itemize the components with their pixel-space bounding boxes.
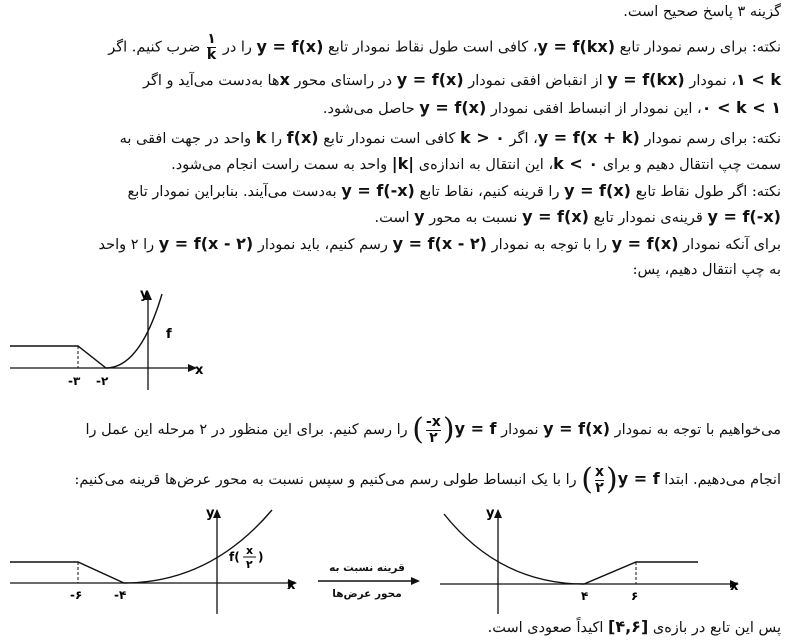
solution-line-4: انجام می‌دهیم. ابتدا y = f( $\frac{x}{۲}$ ) را با یک انبساط طولی رسم می‌کنیم و سپس نسبت به محور عرض‌ها قرینه می‌کنیم: (74, 462, 781, 497)
tick-label-neg4: -۴ (114, 588, 127, 602)
tick-label-neg6: -۶ (70, 588, 83, 602)
note-3-line-2: y = f(-x) قرینه‌ی نمودار تابع y = f(x) نسبت به محور y است. (374, 207, 781, 226)
curve-label-den: ۲ (246, 558, 253, 571)
note-3-line-1: نکته: اگر طول نقاط تابع y = f(x) را قرینه کنیم، نقاط تابع y = f(-x) به‌دست می‌آیند. بنابراین نمودار تابع (127, 181, 781, 200)
y-axis-label: y (206, 506, 215, 521)
arrow-line (312, 574, 422, 588)
tick-label-4: ۴ (581, 589, 589, 603)
neg-x-over-2-fraction: $\frac{-x}{۲}$ (426, 413, 441, 446)
note-1-line-3: ۰ < k < ۱، این نمودار از انبساط افقی نمودار y = f(x) حاصل می‌شود. (322, 98, 781, 117)
graph-f-x (10, 284, 210, 392)
f-curve (10, 294, 162, 368)
graph-f-neg-x-over-2 (434, 504, 754, 616)
x-axis-label: x (195, 363, 204, 378)
tick-label-6: ۶ (631, 589, 639, 603)
reflection-arrow (312, 562, 422, 600)
arrow-label-top: قرینه نسبت به (329, 562, 405, 574)
curve-label: f (166, 327, 172, 342)
note-2-line-1: نکته: برای رسم نمودار y = f(x + k)، اگر k > ۰ کافی است نمودار تابع f(x) را k واحد در جهت افقی به (119, 128, 781, 147)
graph-f-x-over-2 (10, 504, 300, 616)
curve-label-post: ) (258, 550, 264, 564)
solution-line-3: می‌خواهیم با توجه به نمودار y = f(x) نمودار y = f( $\frac{-x}{۲}$ ) را رسم کنیم. برای این منظور در ۲ مرحله این عمل را (85, 412, 781, 447)
x-axis-label: x (730, 579, 739, 594)
curve-label-num: x (246, 544, 254, 557)
note-1-line-1: نکته: برای رسم نمودار تابع y = f(kx)، کافی است طول نقاط نمودار تابع y = f(x) را در $\frac{۱}{k}$ ضرب کنیم. اگر (108, 31, 781, 63)
curve-label-pre: f( (229, 550, 240, 564)
solution-line-1: برای آنکه نمودار y = f(x) را با توجه به نمودار y = f(x - ۲) رسم کنیم، باید نمودار y = f(x - ۲) را ۲ واحد (98, 234, 781, 253)
tick-label-neg2: -۲ (96, 374, 109, 388)
answer-line: گزینه ۳ پاسخ صحیح است. (623, 4, 781, 20)
arrow-label-bottom: محور عرض‌ها (332, 588, 402, 600)
note-2-line-2: سمت چپ انتقال دهیم و برای k < ۰، این انتقال به اندازه‌ی |k| واحد به سمت راست انجام می‌شود. (171, 154, 781, 173)
y-axis-label: y (140, 287, 149, 302)
tick-label-neg3: -۳ (68, 374, 81, 388)
note-1-line-2: ۱ < k، نمودار y = f(kx) از انقباض افقی نمودار y = f(x) در راستای محور xها به‌دست می‌آید و اگر (142, 70, 781, 89)
f-curve (444, 514, 698, 584)
y-axis-label: y (486, 506, 495, 521)
x-axis-label: x (287, 578, 296, 593)
conclusion-line: پس این تابع در بازه‌ی [۴,۶] اکیداً صعودی است. (487, 617, 781, 636)
solution-line-2: به چپ انتقال دهیم، پس: (632, 262, 781, 278)
f-curve (10, 510, 272, 583)
x-over-2-fraction: $\frac{x}{۲}$ (594, 463, 605, 496)
one-over-k-fraction: $\frac{۱}{k}$ (206, 31, 217, 63)
